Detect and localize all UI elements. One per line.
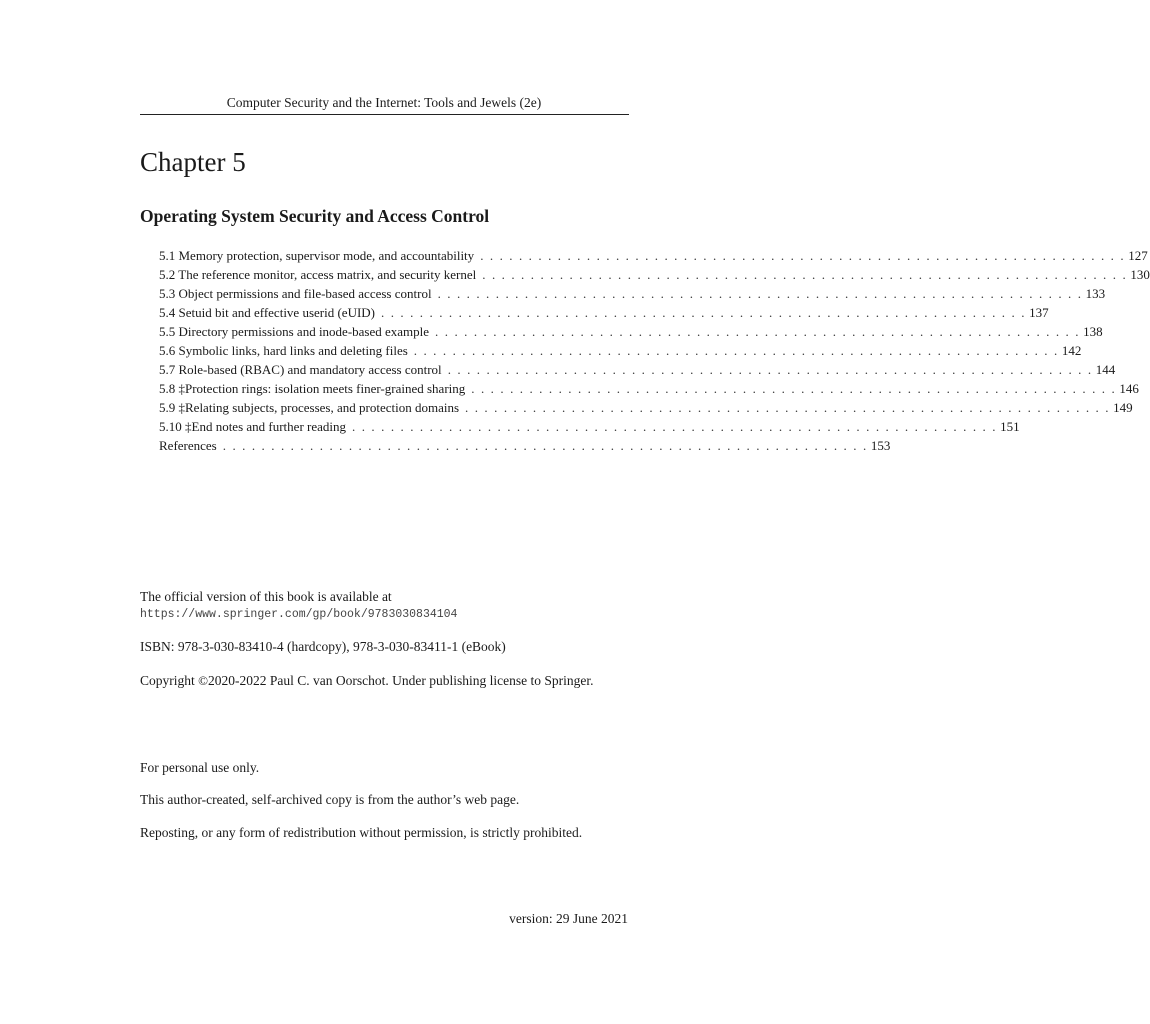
toc-entry[interactable]: [159, 379, 1139, 398]
toc-entry[interactable]: [159, 341, 1082, 360]
toc-entry-title: 5.3 Object permissions and file-based access control: [159, 286, 432, 301]
toc-leader-dots: . . . . . . . . . . . . . . . . . . . . . . . . . . . . . . . . . . . . . . . . . . . . . . . . . . . . . . . . . . . . . . . . . . .: [352, 419, 998, 434]
toc-leader-dots: . . . . . . . . . . . . . . . . . . . . . . . . . . . . . . . . . . . . . . . . . . . . . . . . . . . . . . . . . . . . . . . . . . .: [480, 248, 1126, 263]
toc-leader-dots: . . . . . . . . . . . . . . . . . . . . . . . . . . . . . . . . . . . . . . . . . . . . . . . . . . . . . . . . . . . . . . . . . . .: [471, 381, 1117, 396]
toc-entry-page: 137: [1029, 305, 1049, 320]
toc-entry[interactable]: [159, 303, 1049, 322]
toc-entry-title: 5.9 ‡Relating subjects, processes, and protection domains: [159, 400, 460, 415]
toc-entry-title: 5.10 ‡End notes and further reading: [159, 419, 347, 434]
copyright-text: 2020-2022 Paul C. van Oorschot. Under publishing license to Springer.: [208, 673, 594, 688]
toc-entry[interactable]: [159, 265, 1150, 284]
toc-entry[interactable]: [159, 284, 1106, 303]
toc-entry-title: 5.6 Symbolic links, hard links and deleting files: [159, 343, 408, 358]
toc-entry[interactable]: [159, 417, 1020, 436]
toc-leader-dots: . . . . . . . . . . . . . . . . . . . . . . . . . . . . . . . . . . . . . . . . . . . . . . . . . . . . . . . . . . . . . . . . . . .: [413, 343, 1059, 358]
official-version-block: [140, 588, 457, 624]
header-rule: [140, 114, 629, 115]
toc-entry-page: 127: [1128, 248, 1148, 263]
toc-leader-dots: . . . . . . . . . . . . . . . . . . . . . . . . . . . . . . . . . . . . . . . . . . . . . . . . . . . . . . . . . . . . . . . . . . .: [482, 267, 1128, 282]
toc-entry[interactable]: [159, 322, 1103, 341]
redistribution-notice: Reposting, or any form of redistribution without permission, is strictly prohibited.: [140, 825, 583, 840]
version-label: version: 29 June 2021: [509, 911, 628, 926]
chapter-label: Chapter 5: [140, 147, 246, 177]
toc-leader-dots: . . . . . . . . . . . . . . . . . . . . . . . . . . . . . . . . . . . . . . . . . . . . . . . . . . . . . . . . . . . . . . . . . . .: [435, 324, 1081, 339]
toc-entry-title: 5.7 Role-based (RBAC) and mandatory access control: [159, 362, 442, 377]
toc-entry-title: References: [159, 438, 217, 453]
copyright-line: [140, 672, 594, 690]
toc-entry[interactable]: [159, 360, 1116, 379]
toc-entry-title: 5.8 ‡Protection rings: isolation meets finer-grained sharing: [159, 381, 466, 396]
toc-entry-page: 151: [1000, 419, 1020, 434]
toc-entry-page: 146: [1119, 381, 1139, 396]
official-version-text: The official version of this book is available at: [140, 589, 392, 604]
toc-leader-dots: . . . . . . . . . . . . . . . . . . . . . . . . . . . . . . . . . . . . . . . . . . . . . . . . . . . . . . . . . . . . . . . . . . .: [222, 438, 868, 453]
toc-entry[interactable]: [159, 398, 1133, 417]
toc-entry-page: 149: [1113, 400, 1133, 415]
toc-entry[interactable]: [159, 246, 1148, 265]
toc-leader-dots: . . . . . . . . . . . . . . . . . . . . . . . . . . . . . . . . . . . . . . . . . . . . . . . . . . . . . . . . . . . . . . . . . . .: [437, 286, 1083, 301]
official-url-link[interactable]: https://www.springer.com/gp/book/9783030834104: [140, 608, 458, 621]
toc-entry[interactable]: [159, 436, 891, 455]
table-of-contents: [159, 246, 1150, 455]
toc-leader-dots: . . . . . . . . . . . . . . . . . . . . . . . . . . . . . . . . . . . . . . . . . . . . . . . . . . . . . . . . . . . . . . . . . . .: [447, 362, 1093, 377]
toc-entry-page: 130: [1130, 267, 1150, 282]
running-header: Computer Security and the Internet: Tools and Jewels (2e): [226, 95, 542, 110]
toc-leader-dots: . . . . . . . . . . . . . . . . . . . . . . . . . . . . . . . . . . . . . . . . . . . . . . . . . . . . . . . . . . . . . . . . . . .: [465, 400, 1111, 415]
toc-entry-page: 142: [1061, 343, 1082, 358]
isbn-text: ISBN: 978-3-030-83410-4 (hardcopy), 978-3-030-83411-1 (eBook): [140, 639, 506, 654]
toc-entry-page: 138: [1083, 324, 1103, 339]
copyright-prefix: Copyright: [140, 673, 199, 688]
toc-entry-page: 144: [1095, 362, 1116, 377]
copyright-icon: ©: [198, 673, 209, 688]
toc-leader-dots: . . . . . . . . . . . . . . . . . . . . . . . . . . . . . . . . . . . . . . . . . . . . . . . . . . . . . . . . . . . . . . . . . . .: [381, 305, 1027, 320]
toc-entry-title: 5.1 Memory protection, supervisor mode, and accountability: [159, 248, 475, 263]
personal-use-notice: For personal use only.: [140, 760, 260, 775]
toc-entry-title: 5.4 Setuid bit and effective userid (eUID): [159, 305, 375, 320]
chapter-title: Operating System Security and Access Control: [140, 206, 490, 226]
toc-entry-title: 5.2 The reference monitor, access matrix, and security kernel: [159, 267, 477, 282]
toc-entry-page: 153: [870, 438, 891, 453]
self-archived-notice: This author-created, self-archived copy is from the author’s web page.: [140, 792, 520, 807]
toc-entry-page: 133: [1085, 286, 1106, 301]
toc-entry-title: 5.5 Directory permissions and inode-based example: [159, 324, 430, 339]
